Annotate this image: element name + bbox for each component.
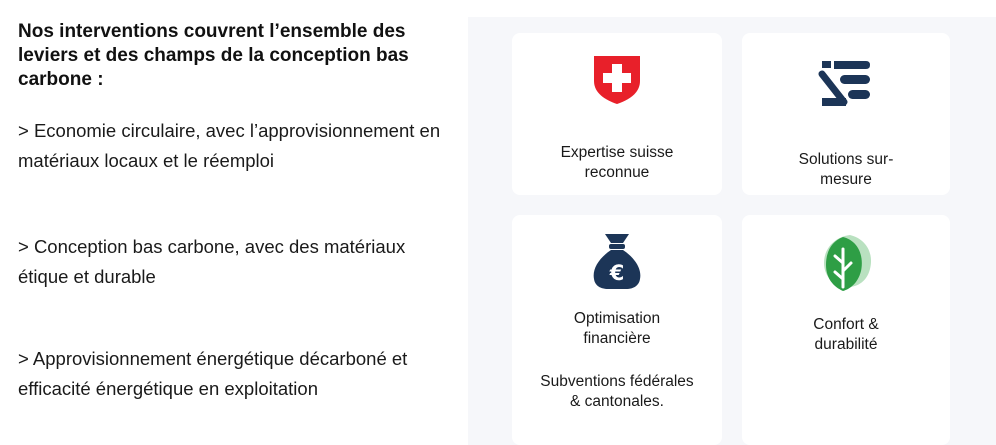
swiss-shield-icon — [591, 53, 643, 110]
card-comfort-durability — [742, 215, 950, 445]
custom-solutions-icon — [818, 57, 874, 114]
card-label: Solutions sur- mesure — [798, 151, 894, 188]
card-swiss-expertise — [512, 33, 722, 195]
bullet-energy-supply: > Approvisionnement énergétique décarboné et efficacité énergétique en exploitation — [18, 348, 408, 399]
svg-text:€: € — [609, 261, 625, 285]
intro-text — [18, 20, 448, 399]
bullet-circular-economy: > Economie circulaire, avec l’approvisionnement en matériaux locaux et le réemploi — [18, 120, 441, 171]
card-custom-solutions — [742, 33, 950, 195]
green-leaf-icon — [816, 229, 876, 298]
card-label: Confort & durabilité — [813, 316, 879, 353]
euro-money-bag-icon — [591, 231, 643, 296]
subsidies-note: Subventions fédérales & cantonales. — [540, 373, 694, 410]
bullet-low-carbon-design: > Conception bas carbone, avec des matériaux étique et durable — [18, 236, 406, 287]
intro-heading: Nos interventions couvrent l’ensemble des leviers et des champs de la conception bas carbone : — [18, 21, 409, 90]
features-panel — [468, 17, 996, 445]
card-label: Optimisation financière — [573, 310, 661, 347]
card-label: Expertise suisse reconnue — [560, 144, 674, 181]
card-financial-optimisation — [512, 215, 722, 445]
